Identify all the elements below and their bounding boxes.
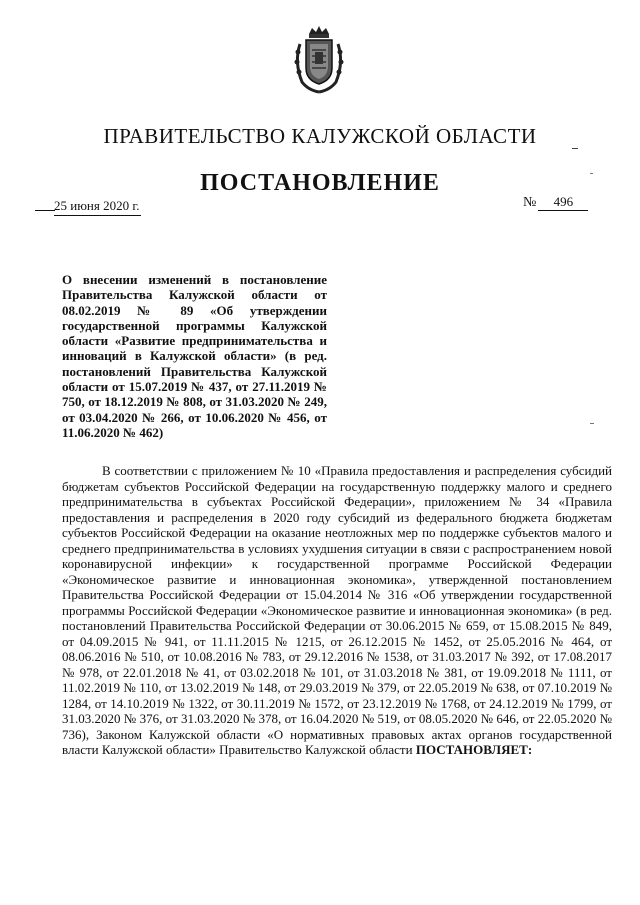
government-name: ПРАВИТЕЛЬСТВО КАЛУЖСКОЙ ОБЛАСТИ: [103, 124, 537, 148]
scan-speck: [590, 423, 594, 424]
body-text: В соответствии с приложением № 10 «Правила предоставления и распределения субсидий бюджетам субъектов Российской Федерации на государственную поддержку малого и среднего предпринимательства в субъектах Российской Федерации», приложением № 34 «Правила предоставления и распределения в 2020 году субсидий из федерального бюджета бюджетам субъектов Российской Федерации на оказание неотложных мер по поддержке субъектов малого и среднего предпринимательства в условиях ухудшения ситуации в связи с распространением новой коронавирусной инфекции» к государственной программе Российской Федерации «Экономическое развитие и инновационная экономика», утвержденной постановлением Правительства Российской Федерации от 15.04.2014 № 316 «Об утверждении государственной программы Российской Федерации «Экономическое развитие и инновационная экономика» (в ред. постановлений Правительства Российской Федерации от 30.06.2015 № 659, от 15.08.2015 № 849, от 04.09.2015 № 941, от 11.11.2015 № 1215, от 26.12.2015 № 1452, от 25.05.2016 № 464, от 08.06.2016 № 510, от 10.08.2016 № 783, от 29.12.2016 № 1538, от 31.03.2017 № 392, от 17.08.2017 № 978, от 22.01.2018 № 41, от 03.02.2018 № 101, от 31.03.2018 № 381, от 19.09.2018 № 1111, от 11.02.2019 № 110, от 13.02.2019 № 148, от 29.03.2019 № 379, от 22.05.2019 № 638, от 07.10.2019 № 1284, от 14.10.2019 № 1322, от 30.11.2019 № 1572, от 23.12.2019 № 1768, от 24.12.2019 № 1799, от 31.03.2020 № 376, от 31.03.2020 № 378, от 16.04.2020 № 519, от 08.05.2020 № 646, от 22.05.2020 № 736), Законом Калужской области «О нормативных правовых актах органов государственной власти Калужской области» Правительство Калужской области: [62, 463, 612, 757]
decree-word: ПОСТАНОВЛЯЕТ:: [415, 742, 533, 757]
document-title: О внесении изменений в постановление Правительства Калужской области от 08.02.2019 № 89 «Об утверждении государственной программы Калужской области «Развитие предпринимательства и инноваций в Калужской области» (в ред. постановлений Правительства Калужской области от 15.07.2019 № 437, от 27.11.2019 № 750, от 18.12.2019 № 808, от 31.03.2020 № 249, от 03.04.2020 № 266, от 10.06.2020 № 456, от 11.06.2020 № 462): [62, 272, 327, 440]
date-underline: [35, 210, 55, 211]
body-paragraph: [62, 463, 612, 758]
document-type: ПОСТАНОВЛЕНИЕ: [200, 170, 440, 196]
document-number-block: [523, 194, 588, 211]
document-number: 496: [538, 194, 588, 211]
scan-speck: [590, 173, 593, 174]
scan-speck: [572, 148, 578, 149]
document-date: 25 июня 2020 г.: [54, 198, 141, 216]
kaluga-coat-of-arms-icon: [292, 26, 346, 94]
document-body: [62, 463, 612, 758]
number-sign: №: [523, 195, 537, 210]
